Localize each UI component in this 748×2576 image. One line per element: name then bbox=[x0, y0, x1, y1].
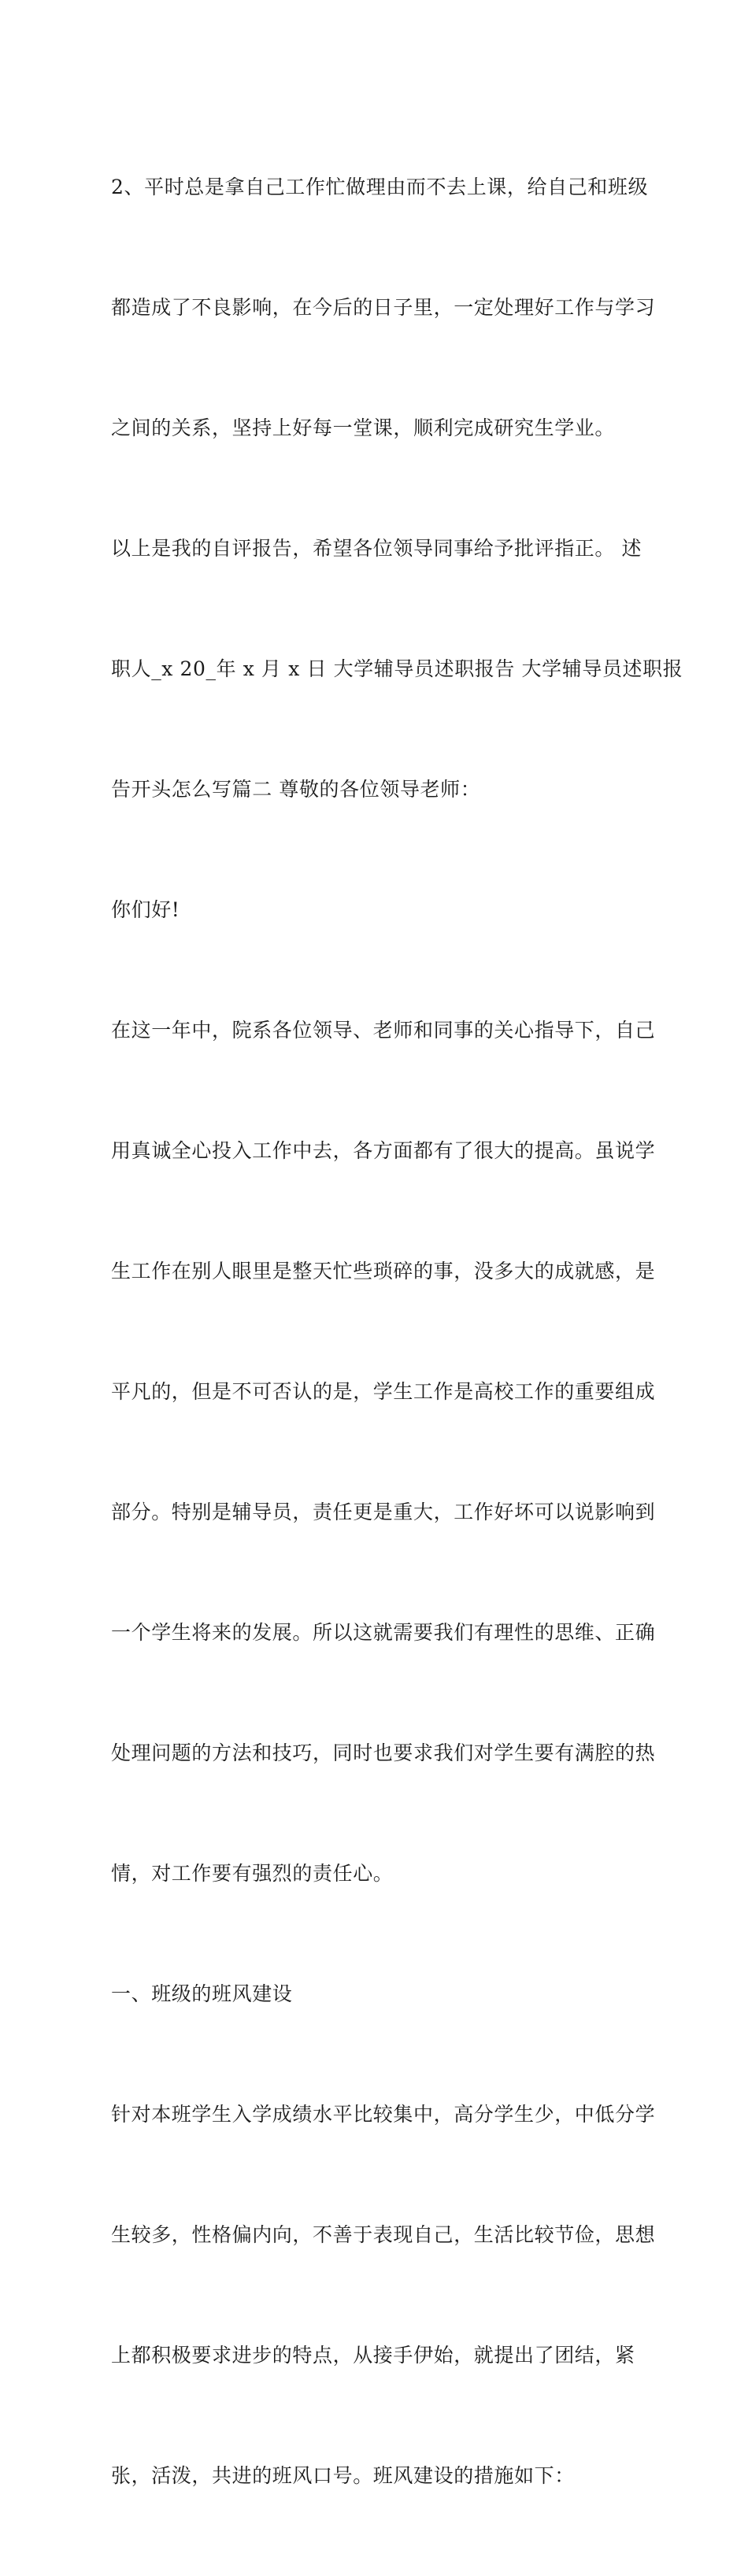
text-line: 上都积极要求进步的特点，从接手伊始，就提出了团结，紧 bbox=[111, 2344, 635, 2367]
text-line: 部分。特别是辅导员，责任更是重大，工作好坏可以说影响到 bbox=[111, 1501, 656, 1523]
text-line: 告开头怎么写篇二 尊敬的各位领导老师： bbox=[111, 778, 481, 801]
text-line: 职人_x 20_年 x 月 x 日 大学辅导员述职报告 大学辅导员述职报 bbox=[111, 657, 683, 680]
text-line: 以上是我的自评报告，希望各位领导同事给予批评指正。 述 bbox=[111, 537, 642, 560]
text-line: 张，活泼，共进的班风口号。班风建设的措施如下： bbox=[111, 2464, 575, 2487]
section-heading: 一、班级的班风建设 bbox=[111, 1982, 293, 2005]
text-line: 用真诚全心投入工作中去，各方面都有了很大的提高。虽说学 bbox=[111, 1139, 656, 1162]
text-line: 平凡的，但是不可否认的是，学生工作是高校工作的重要组成 bbox=[111, 1380, 656, 1403]
greeting-line: 你们好! bbox=[111, 898, 180, 921]
text-line: 生较多，性格偏内向，不善于表现自己，生活比较节俭，思想 bbox=[111, 2223, 656, 2246]
text-line: 一个学生将来的发展。所以这就需要我们有理性的思维、正确 bbox=[111, 1621, 656, 1644]
text-line: 在这一年中，院系各位领导、老师和同事的关心指导下，自己 bbox=[111, 1019, 656, 1042]
text-line: 情，对工作要有强烈的责任心。 bbox=[111, 1862, 394, 1885]
text-line: 之间的关系，坚持上好每一堂课，顺利完成研究生学业。 bbox=[111, 416, 616, 439]
text-line: 生工作在别人眼里是整天忙些琐碎的事，没多大的成就感，是 bbox=[111, 1260, 656, 1282]
text-line: 2、平时总是拿自己工作忙做理由而不去上课，给自己和班级 bbox=[111, 176, 649, 198]
document-body bbox=[111, 87, 683, 2576]
text-line: 都造成了不良影响，在今后的日子里，一定处理好工作与学习 bbox=[111, 296, 656, 319]
text-line: 处理问题的方法和技巧，同时也要求我们对学生要有满腔的热 bbox=[111, 1741, 656, 1764]
text-line: 针对本班学生入学成绩水平比较集中，高分学生少，中低分学 bbox=[111, 2103, 656, 2126]
